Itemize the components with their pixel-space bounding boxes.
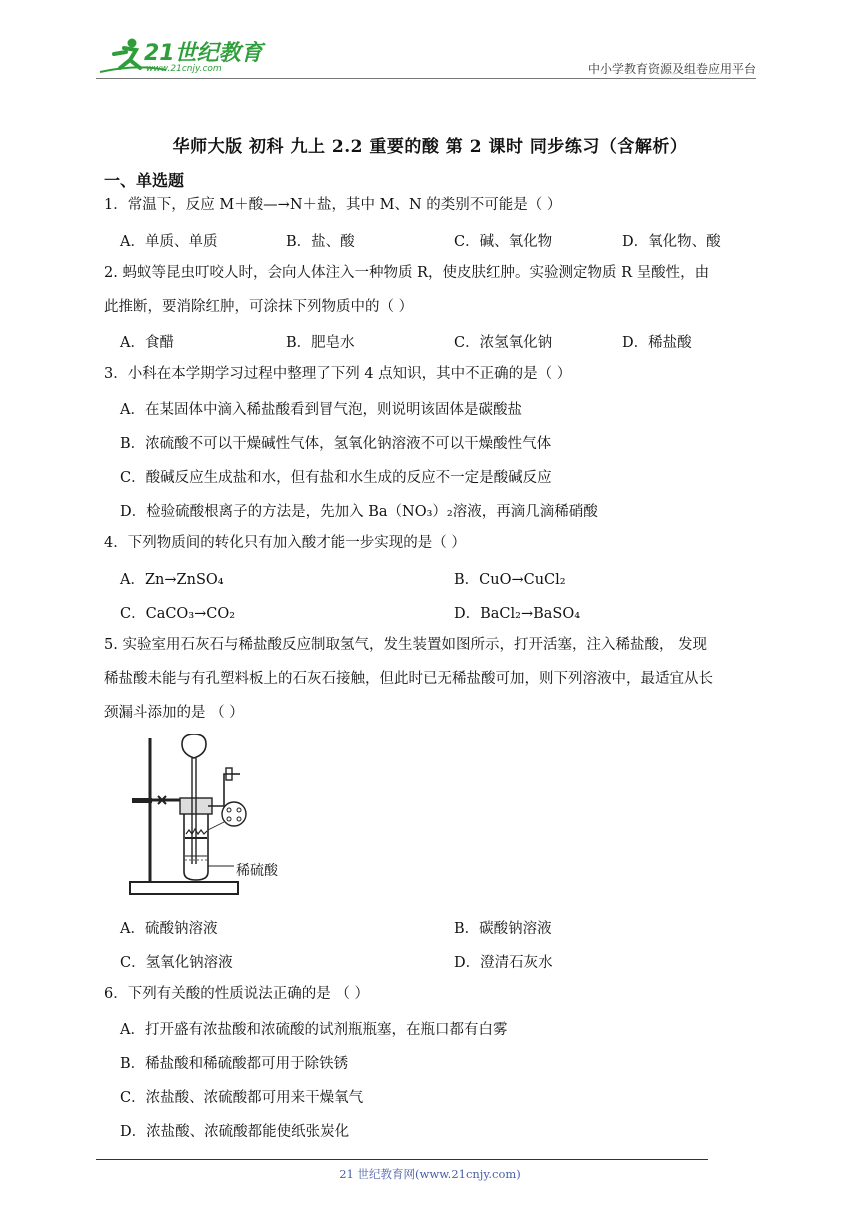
question-stem-line: 稀盐酸未能与有孔塑料板上的石灰石接触，但此时已无稀盐酸可加，则下列溶液中，最适宜从长 [104,671,713,687]
figure-label: 稀硫酸 [236,863,278,879]
option: A．硫酸钠溶液 [120,921,218,937]
footer-text: 21 世纪教育网(www.21cnjy.com) [339,1167,521,1181]
section-heading: 一、单选题 [104,171,185,190]
question-1 [104,188,764,222]
question-stem-line: 2. 蚂蚁等昆虫叮咬人时，会向人体注入一种物质 R，使皮肤红肿。实验测定物质 R 呈酸性，由 [104,265,710,281]
option: B．碳酸钠溶液 [454,921,552,937]
option: C．碱、氧化物 [454,234,553,250]
header-divider [96,78,756,79]
question-stem: 4．下列物质间的转化只有加入酸才能一步实现的是（ ） [104,535,466,551]
question-stem-line: 此推断，要消除红肿，可涂抹下列物质中的（ ） [104,299,414,315]
option: B．肥皂水 [286,335,355,351]
option: A．打开盛有浓盐酸和浓硫酸的试剂瓶瓶塞，在瓶口都有白雾 [120,1022,508,1038]
question-stem-line: 5. 实验室用石灰石与稀盐酸反应制取氢气，发生装置如图所示，打开活塞，注入稀盐酸， 发现 [104,637,708,653]
option: D．澄清石灰水 [454,955,553,971]
question-5 [104,628,764,730]
option: B．浓硫酸不可以干燥碱性气体，氢氧化钠溶液不可以干燥酸性气体 [120,436,552,452]
question-stem: 1．常温下，反应 M＋酸—→N＋盐，其中 M、N 的类别不可能是（ ） [104,197,562,213]
option: D．氧化物、酸 [622,234,721,250]
question-6 [104,977,764,1011]
question-2 [104,256,764,324]
question-stem: 3．小科在本学期学习过程中整理了下列 4 点知识，其中不正确的是（ ） [104,366,572,382]
apparatus-figure [128,734,298,898]
option: D．检验硫酸根离子的方法是，先加入 Ba（NO₃）₂溶液，再滴几滴稀硝酸 [120,504,598,520]
question-stem-line: 颈漏斗添加的是 （ ） [104,705,244,721]
question-4 [104,526,764,560]
option: A．单质、单质 [120,234,218,250]
option: D．稀盐酸 [622,335,692,351]
option: D．浓盐酸、浓硫酸都能使纸张炭化 [120,1124,350,1140]
option: A．在某固体中滴入稀盐酸看到冒气泡，则说明该固体是碳酸盐 [120,402,522,418]
logo-url: www.21cnjy.com [146,64,222,74]
option: C．酸碱反应生成盐和水，但有盐和水生成的反应不一定是酸碱反应 [120,470,552,486]
question-stem: 6．下列有关酸的性质说法正确的是 （ ） [104,986,369,1002]
option: C．氢氧化钠溶液 [120,955,233,971]
logo-text: 21世纪教育 [144,41,263,66]
option: B．盐、酸 [286,234,355,250]
option: C．浓盐酸、浓硫酸都可用来干燥氧气 [120,1090,364,1106]
question-3 [104,357,764,391]
option: B．CuO→CuCl₂ [454,572,566,588]
page-title: 华师大版 初科 九上 2.2 重要的酸 第 2 课时 同步练习（含解析） [172,137,688,157]
option: D．BaCl₂→BaSO₄ [454,606,581,622]
header-platform-text: 中小学教育资源及组卷应用平台 [587,62,756,76]
option: C．CaCO₃→CO₂ [120,606,236,622]
option: B．稀盐酸和稀硫酸都可用于除铁锈 [120,1056,349,1072]
option: A．Zn→ZnSO₄ [120,572,224,588]
footer-divider [96,1159,708,1160]
option: A．食醋 [120,335,174,351]
logo [96,34,266,78]
option: C．浓氢氧化钠 [454,335,553,351]
